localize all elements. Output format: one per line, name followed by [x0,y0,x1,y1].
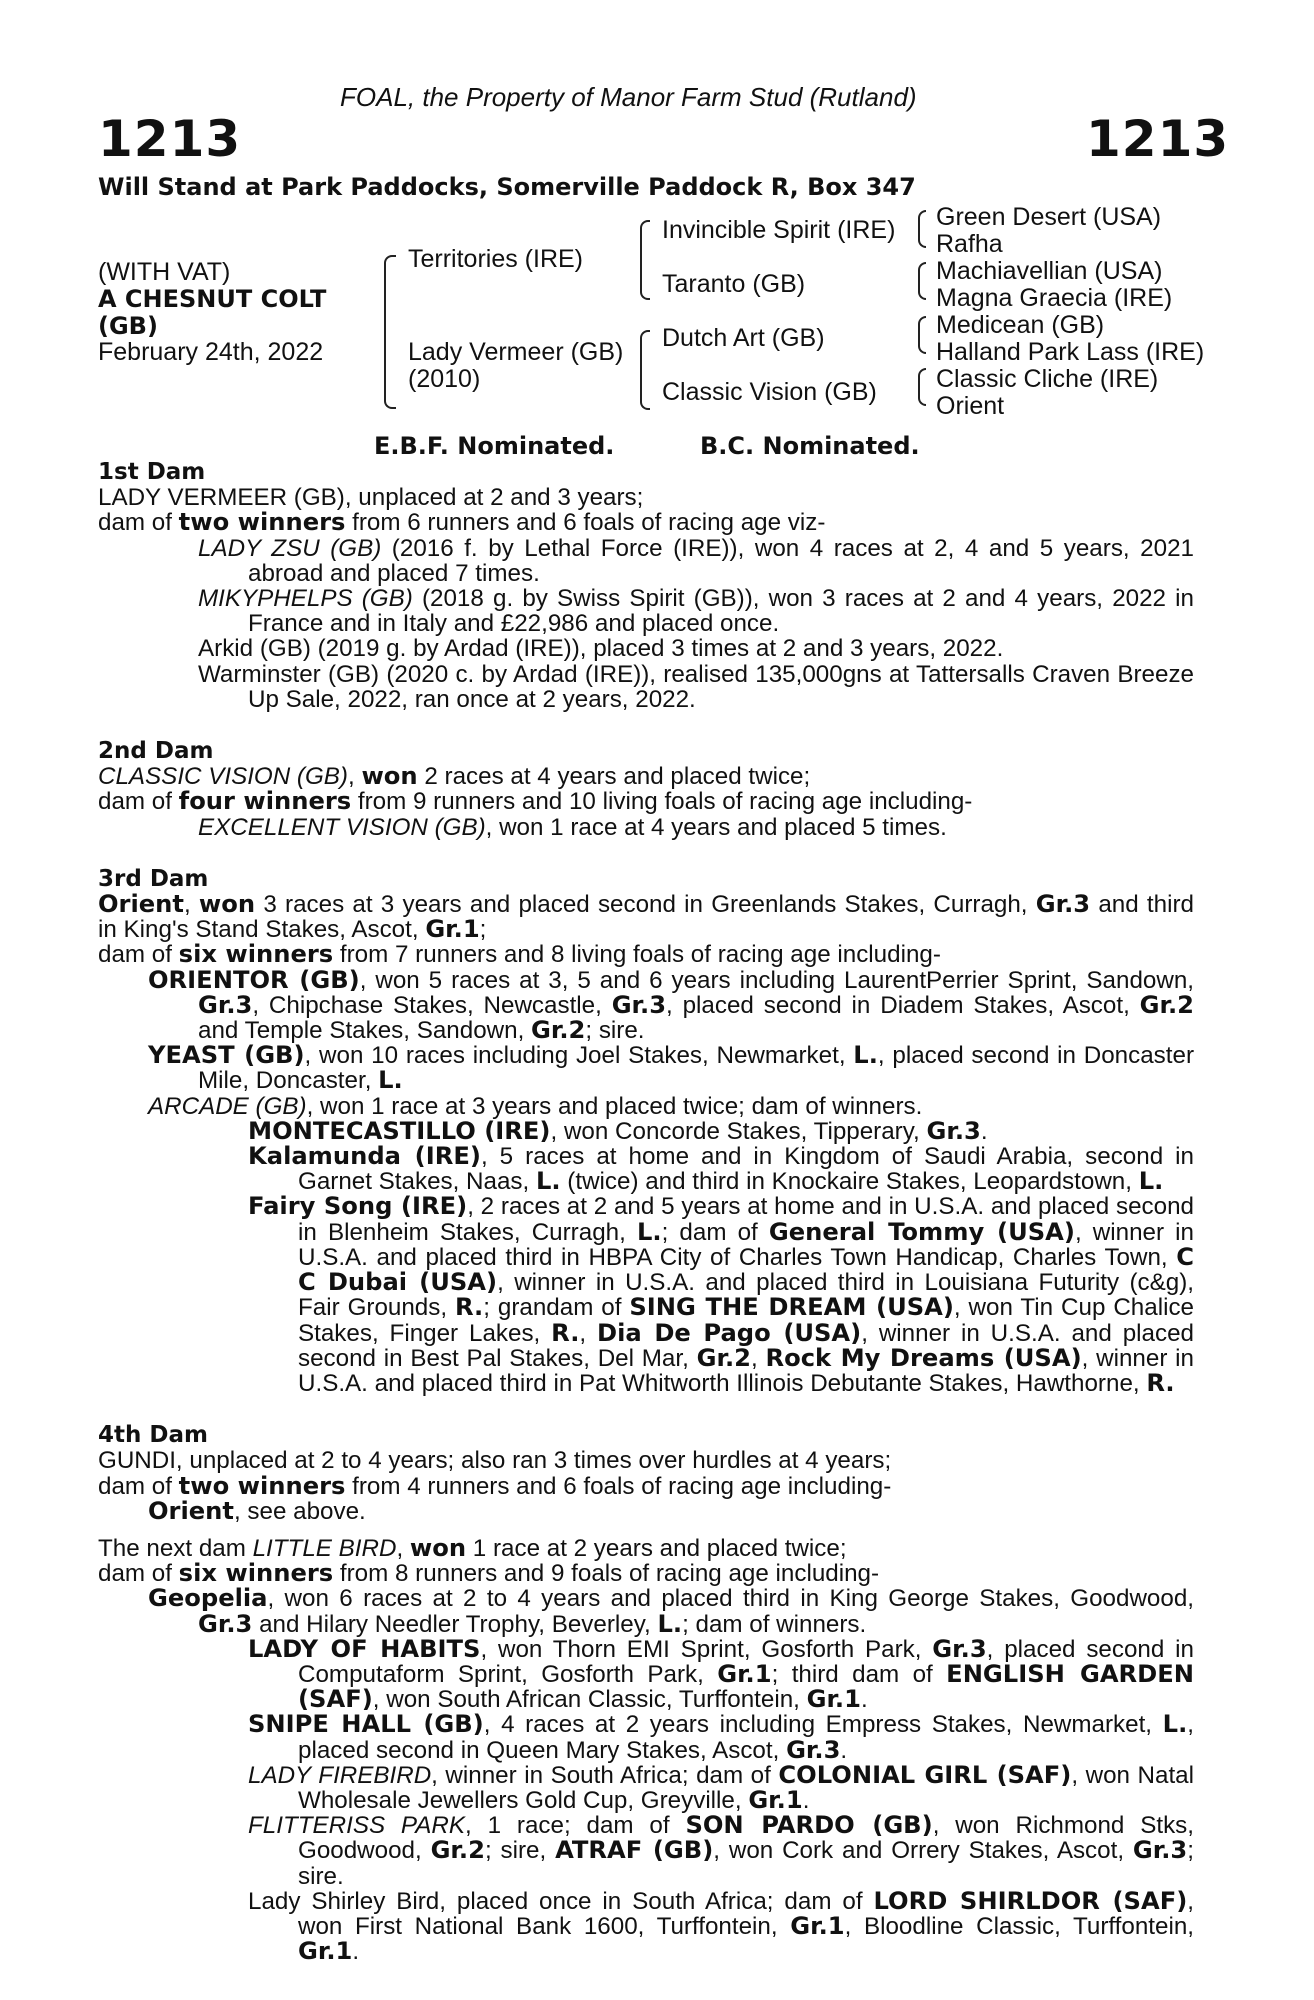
text-run: , Chipchase Stakes, Newcastle, [252,991,612,1019]
bold-text: 3rd Dam [98,865,209,892]
bold-text: won [361,762,418,791]
bold-text: two winners [178,508,346,537]
bold-text: Kalamunda (IRE) [248,1142,481,1171]
entry-paragraph [98,965,1194,1045]
text-run: (2018 g. by Swiss Spirit (GB)), won 3 races at 2 and 4 years, 2022 in France and in Italy and £22,986 and placed once. [248,585,1194,638]
text-run: ; sire, [484,1837,556,1865]
text-run: and Hilary Needler Trophy, Beverley, [252,1610,658,1638]
bold-text: won [198,890,256,919]
text-run: and third in King's Stand Stakes, Ascot, [98,891,1194,944]
text-run: , won Cork and Orrery Stakes, Ascot, [713,1837,1133,1865]
entry-paragraph [98,1471,1194,1500]
bold-text: 1st Dam [98,459,206,485]
bold-text: Gr.1 [806,1685,861,1714]
bold-text: Orient [98,890,184,919]
text-run: 1 race at 2 years and placed twice; [466,1534,847,1562]
dam-sire: Dutch Art (GB) [662,324,825,352]
bold-text: L. [1138,1167,1164,1196]
text-run: . [840,1736,848,1764]
text-run: , winner in U.S.A. and placed third in Louisiana Futurity (c&g), Fair Grounds, [298,1269,1194,1322]
bold-text: Gr.3 [786,1735,841,1764]
horse-description: A CHESNUT COLT [98,285,327,313]
bold-text: COLONIAL GIRL (SAF) [778,1760,1072,1789]
entry-paragraph [98,510,1194,535]
entry-paragraph [98,789,1194,814]
bold-text: YEAST (GB) [148,1041,305,1070]
text-run: Warminster (GB) (2020 c. by Ardad (IRE)), realised 135,000gns at Tattersalls Craven Breeze Up Sale, 2022, ran once at 2 years, 2022. [198,660,1194,713]
bold-text: General Tommy (USA) [768,1217,1075,1246]
text-run: Arkid (GB) (2019 g. by Ardad (IRE)), placed 3 times at 2 and 3 years, 2022. [198,635,1004,663]
entry-paragraph [98,1448,1194,1473]
brace-main [384,255,396,409]
entry-paragraph [98,1094,1194,1119]
italic-text: LADY FIREBIRD [248,1761,432,1789]
text-run: 3 races at 3 years and placed second in Greenlands Stakes, Curragh, [255,891,1036,919]
entry-paragraph [98,764,1194,789]
bold-text: SING THE DREAM (USA) [629,1293,954,1322]
bold-text: Gr.1 [717,1659,772,1688]
entry-paragraph [98,1634,1195,1714]
text-run: , winner in South Africa; dam of [431,1761,779,1789]
bold-text: four winners [178,787,352,816]
text-run: . [860,1686,868,1714]
entry-paragraph [98,1116,1194,1145]
text-run: , placed second in Queen Mary Stakes, Ascot, [298,1711,1194,1764]
sire-name: Territories (IRE) [408,245,584,273]
bold-text: MONTECASTILLO (IRE) [248,1116,551,1145]
bold-text: Gr.3 [198,1609,253,1638]
entry-paragraph [98,636,1194,661]
text-run: , won South African Classic, Turffontein, [372,1686,807,1714]
text-run: from 9 runners and 10 living foals of racing age including- [351,788,973,816]
grandsire-1: Green Desert (USA) [936,203,1162,231]
dam-dam: Classic Vision (GB) [662,378,877,406]
horse-country: (GB) [98,312,158,340]
bold-text: SNIPE HALL (GB) [248,1710,484,1739]
section-heading [98,1423,1194,1448]
bold-text: LORD SHIRLDOR (SAF) [873,1886,1188,1915]
text-run: , winner in U.S.A. and placed second in Best Pal Stakes, Del Mar, [298,1319,1194,1372]
text-run: LADY VERMEER (GB), unplaced at 2 and 3 years; [98,484,644,512]
text-run: , won Concorde Stakes, Tipperary, [550,1117,927,1145]
entry-paragraph [98,942,1194,967]
dam-name: Lady Vermeer (GB) [408,338,624,366]
bold-text: Gr.3 [926,1116,981,1145]
bold-text: SON PARDO (GB) [685,1811,933,1840]
entry-paragraph [98,586,1194,636]
entry-paragraph [98,536,1194,586]
entry-paragraph [98,1194,1194,1396]
bold-text: LADY OF HABITS [248,1634,481,1663]
entry-paragraph [98,662,1194,712]
bold-text: Gr.3 [198,990,253,1019]
text-run: , won 5 races at 3, 5 and 6 years including LaurentPerrier Sprint, Sandown, [359,966,1194,994]
bold-text: six winners [178,940,334,969]
text-run: , placed second in Doncaster Mile, Doncaster, [198,1042,1194,1095]
bold-text: Gr.2 [531,1016,586,1045]
text-run: , winner in U.S.A. and placed third in HBPA City of Charles Town Handicap, Charles Town, [298,1218,1194,1271]
bold-text: Gr.3 [1132,1836,1188,1865]
entry-paragraph [98,1760,1194,1814]
bold-text: ORIENTOR (GB) [148,965,360,994]
property-line: FOAL, the Property of Manor Farm Stud (Rutland) [340,82,917,112]
italic-text: ARCADE (GB) [148,1092,307,1120]
bold-text: six winners [178,1559,334,1588]
text-run: ; sire. [585,1017,645,1045]
brace-dam [640,330,650,410]
entry-paragraph [98,815,1194,840]
text-run: . [980,1117,988,1145]
bold-text: Gr.1 [298,1937,353,1966]
text-run: ; grandam of [483,1294,630,1322]
entry-paragraph [98,1533,1194,1562]
grandsire-2: Rafha [936,230,1003,258]
bold-text: 4th Dam [98,1422,208,1449]
text-run: , Bloodline Classic, Turffontein, [844,1912,1194,1940]
bold-text: Gr.1 [425,915,480,944]
brace-g3 [918,316,926,354]
italic-text: EXCELLENT VISION (GB) [198,813,486,841]
text-run: , [348,763,362,791]
text-run: , placed second in Computaform Sprint, Gosforth Park, [298,1635,1194,1688]
text-run: , won Natal Wholesale Jewellers Gold Cup, Greyville, [298,1761,1194,1814]
entry-paragraph [98,1712,1194,1762]
text-run: , winner in U.S.A. and placed third in Pat Whitworth Illinois Debutante Stakes, Hawthorne, [298,1344,1194,1397]
bold-text: Rock My Dreams (USA) [765,1343,1082,1372]
text-run: ; dam of [661,1218,769,1246]
text-run: , won First National Bank 1600, Turffontein, [298,1887,1195,1940]
bold-text: C C Dubai (USA) [298,1242,1194,1297]
text-run: (twice) and third in Knockaire Stakes, Leopardstown, [560,1168,1139,1196]
text-run: . [802,1786,810,1814]
text-run: ; third dam of [771,1660,947,1688]
entry-paragraph [98,1586,1194,1636]
entry-paragraph [98,1813,1194,1889]
text-run: ; sire. [298,1837,1194,1890]
brace-g2 [918,262,926,300]
vat-note: (WITH VAT) [98,258,231,286]
text-run: ; dam of winners. [682,1610,867,1638]
italic-text: CLASSIC VISION (GB) [98,763,348,791]
brace-sire [640,220,650,300]
text-run: Lady Shirley Bird, placed once in South Africa; dam of [248,1887,874,1915]
text-run: dam of [98,788,179,816]
lot-number-left: 1213 [98,110,242,168]
text-run: , [396,1534,410,1562]
entry-paragraph [98,1496,1194,1525]
italic-text: FLITTERISS PARK [248,1812,466,1840]
bold-text: L. [535,1167,561,1196]
bold-text: L. [853,1041,878,1070]
bold-text: L. [636,1217,662,1246]
sire-sire: Invincible Spirit (IRE) [662,216,896,244]
bc-nomination: B.C. Nominated. [700,432,920,460]
text-run: . [352,1938,360,1966]
grandsire-3: Machiavellian (USA) [936,257,1163,285]
text-run: 2 races at 4 years and placed twice; [417,763,811,791]
bold-text: L. [657,1609,683,1638]
bold-text: Dia De Pago (USA) [597,1318,862,1347]
horse-dob: February 24th, 2022 [98,338,324,366]
text-run: , [183,891,199,919]
text-run: , won 10 races including Joel Stakes, Newmarket, [304,1042,854,1070]
section-heading [98,460,1194,485]
text-run: , see above. [233,1497,366,1525]
bold-text: L. [1162,1710,1188,1739]
text-run: , won Thorn EMI Sprint, Gosforth Park, [480,1635,933,1663]
entry-paragraph [98,1043,1194,1093]
grandsire-4: Magna Graecia (IRE) [936,284,1173,312]
catalogue-text [98,460,1194,1964]
text-run: dam of [98,509,179,537]
text-run: , [750,1344,766,1372]
bold-text: R. [454,1293,484,1322]
text-run: (2016 f. by Lethal Force (IRE)), won 4 races at 2, 4 and 5 years, 2021 abroad and placed 7 times. [248,534,1194,587]
bold-text: won [409,1533,467,1562]
text-run: , placed second in Diadem Stakes, Ascot, [666,991,1140,1019]
text-run: , won 1 race at 3 years and placed twice; dam of winners. [306,1092,923,1120]
lot-number-right: 1213 [1086,110,1230,168]
bold-text: Fairy Song (IRE) [248,1192,468,1221]
text-run: , 2 races at 2 and 5 years at home and in U.S.A. and placed second in Blenheim Stakes, Curragh, [298,1193,1194,1246]
bold-text: Gr.3 [611,990,667,1019]
grandsire-8: Orient [936,392,1005,420]
bold-text: two winners [178,1471,346,1500]
dam-year: (2010) [408,365,481,393]
text-run: dam of [98,1560,179,1588]
grandsire-5: Medicean (GB) [936,311,1105,339]
text-run: GUNDI, unplaced at 2 to 4 years; also ran 3 times over hurdles at 4 years; [98,1447,892,1475]
bold-text: 2nd Dam [98,738,214,765]
text-run: dam of [98,1472,179,1500]
bold-text: Orient [148,1496,234,1525]
bold-text: Gr.3 [1035,890,1091,919]
entry-paragraph [98,1144,1194,1194]
bold-text: Geopelia [148,1584,268,1613]
sire-dam: Taranto (GB) [662,270,806,298]
text-run: , 1 race; dam of [465,1812,686,1840]
entry-paragraph [98,1561,1194,1586]
bold-text: ATRAF (GB) [555,1836,714,1865]
text-run: from 4 runners and 6 foals of racing age including- [345,1472,892,1500]
text-run: , won Tin Cup Chalice Stakes, Finger Lakes, [298,1294,1194,1347]
brace-g1 [918,210,926,248]
text-run: from 8 runners and 9 foals of racing age including- [333,1560,880,1588]
bold-text: Gr.2 [430,1836,485,1865]
stand-location: Will Stand at Park Paddocks, Somerville Paddock R, Box 347 [98,173,916,201]
grandsire-7: Classic Cliche (IRE) [936,365,1159,393]
entry-paragraph [98,1886,1195,1966]
text-run: from 7 runners and 8 living foals of racing age including- [333,941,941,969]
section-heading [98,867,1194,892]
bold-text: Gr.2 [696,1343,751,1372]
italic-text: LITTLE BIRD [252,1534,397,1562]
text-run: , won Richmond Stks, Goodwood, [298,1812,1194,1865]
grandsire-6: Halland Park Lass (IRE) [936,338,1205,366]
text-run: from 6 runners and 6 foals of racing age viz- [345,509,826,537]
text-run: , won 6 races at 2 to 4 years and placed third in King George Stakes, Goodwood, [267,1585,1194,1613]
text-run: The next dam [98,1534,253,1562]
text-run: , 5 races at home and in Kingdom of Saudi Arabia, second in Garnet Stakes, Naas, [298,1143,1194,1196]
ebf-nomination: E.B.F. Nominated. [374,432,615,460]
italic-text: MIKYPHELPS (GB) [198,585,413,613]
text-run: and Temple Stakes, Sandown, [198,1017,532,1045]
entry-paragraph [98,892,1194,942]
text-run: , won 1 race at 4 years and placed 5 times. [485,813,947,841]
section-heading [98,739,1194,764]
bold-text: R. [1146,1368,1175,1397]
text-run: ; [479,916,487,944]
text-run: , 4 races at 2 years including Empress Stakes, Newmarket, [483,1711,1163,1739]
bold-text: ENGLISH GARDEN (SAF) [298,1659,1195,1714]
bold-text: Gr.1 [748,1785,803,1814]
entry-paragraph [98,485,1194,510]
text-run: , [579,1319,598,1347]
bold-text: L. [378,1066,403,1095]
brace-g4 [918,368,926,406]
bold-text: R. [551,1318,580,1347]
bold-text: Gr.1 [790,1911,845,1940]
italic-text: LADY ZSU (GB) [198,534,382,562]
bold-text: Gr.3 [932,1634,987,1663]
bold-text: Gr.2 [1139,990,1194,1019]
text-run: dam of [98,941,179,969]
